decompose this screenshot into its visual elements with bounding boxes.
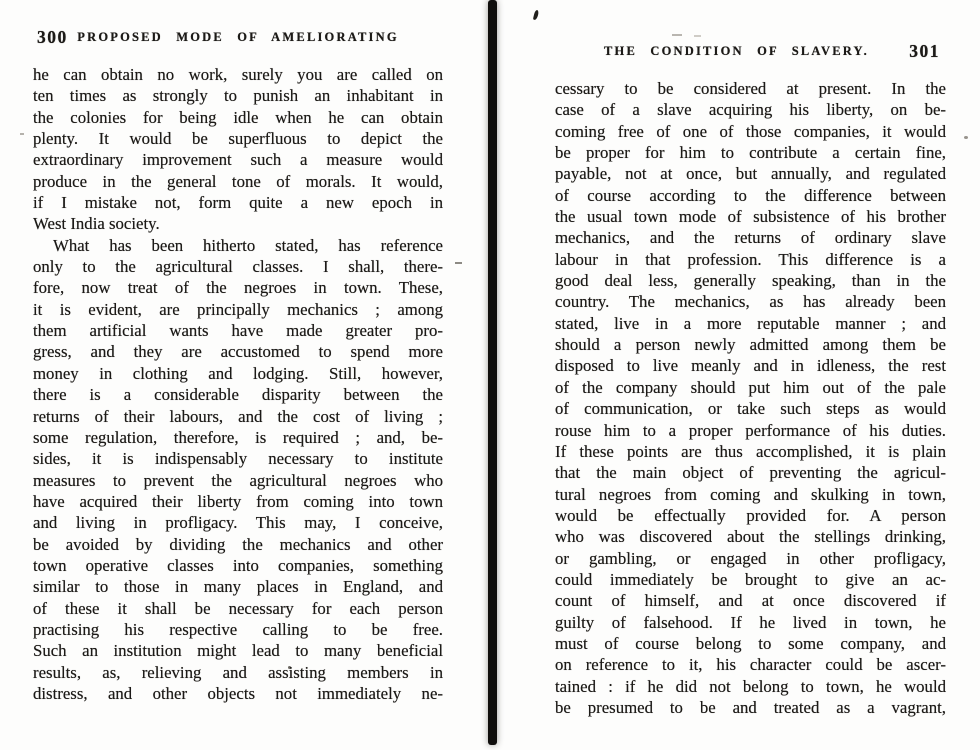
text-line: of the company should put him out of the pale bbox=[555, 377, 946, 397]
text-line: plenty. It would be superfluous to depict the bbox=[33, 129, 443, 149]
text-line: would be effectually provided for. A person bbox=[555, 505, 946, 525]
text-line: If these points are thus accomplished, it is plain bbox=[555, 441, 946, 461]
text-line: results, as, relieving and assisting members in bbox=[33, 662, 443, 682]
text-line: he can obtain no work, surely you are called on bbox=[33, 65, 443, 84]
text-line: disposed to live meanly and in idleness, the rest bbox=[555, 356, 946, 376]
text-line: town operative classes into companies, something bbox=[33, 555, 443, 575]
text-line: fore, now treat of the negroes in town. These, bbox=[33, 278, 443, 298]
text-line: if I mistake not, form quite a new epoch in bbox=[33, 193, 443, 213]
scan-speck bbox=[672, 34, 682, 36]
text-line: West India society. bbox=[33, 214, 160, 234]
text-line: or gambling, or engaged in other profligacy, bbox=[555, 548, 946, 568]
text-line: the usual town mode of subsistence of his brother bbox=[555, 207, 946, 227]
text-line: ten times as strongly to punish an inhabitant in bbox=[33, 86, 443, 106]
text-line: stated, live in a more reputable manner ; and bbox=[555, 313, 946, 333]
page-left-300 bbox=[33, 27, 443, 704]
text-line: have acquired their liberty from coming into town bbox=[33, 491, 443, 511]
scan-speck bbox=[964, 136, 968, 139]
text-line: be proper for him to contribute a certain fine, bbox=[555, 143, 946, 163]
text-line: should a person newly admitted among them be bbox=[555, 335, 946, 355]
text-line: of communication, or take such steps as would bbox=[555, 399, 946, 419]
text-line: and living in profligacy. This may, I conceive, bbox=[33, 513, 443, 533]
text-line: that the main object of preventing the agricul- bbox=[555, 463, 946, 483]
text-line: gress, and they are accustomed to spend more bbox=[33, 342, 443, 362]
text-line: cessary to be considered at present. In the bbox=[555, 79, 946, 98]
text-line: practising his respective calling to be free. bbox=[33, 619, 443, 639]
text-line: good deal less, generally speaking, than in the bbox=[555, 271, 946, 291]
page-body-text bbox=[555, 78, 946, 718]
text-line: could immediately be brought to give an ac- bbox=[555, 569, 946, 589]
text-line: some regulation, therefore, is required ; and, be- bbox=[33, 427, 443, 447]
text-line: tural negroes from coming and skulking in town, bbox=[555, 484, 946, 504]
text-line: be presumed to be and treated as a vagrant, bbox=[555, 697, 946, 717]
text-line: Such an institution might lead to many beneficial bbox=[33, 641, 443, 661]
text-line: it is evident, are principally mechanics ; among bbox=[33, 299, 443, 319]
text-line: there is a considerable disparity between the bbox=[33, 385, 443, 405]
text-line: count of himself, and at once discovered if bbox=[555, 591, 946, 611]
text-line: coming free of one of those companies, it would bbox=[555, 121, 946, 141]
text-line: money in clothing and lodging. Still, however, bbox=[33, 363, 443, 383]
running-title: PROPOSED MODE OF AMELIORATING bbox=[77, 30, 399, 44]
text-line: similar to those in many places in England, and bbox=[33, 577, 443, 597]
text-line: labour in that profession. This difference is a bbox=[555, 249, 946, 269]
text-line: rouse him to a proper performance of his duties. bbox=[555, 420, 946, 440]
page-header bbox=[555, 41, 946, 64]
text-line: tained : if he did not belong to town, he would bbox=[555, 676, 946, 696]
text-line: What has been hitherto stated, has reference bbox=[53, 235, 443, 255]
page-number: 301 bbox=[909, 41, 940, 61]
scan-speck bbox=[533, 10, 539, 21]
text-line: the colonies for being idle when he can obtain bbox=[33, 107, 443, 127]
text-line: must of course belong to some company, and bbox=[555, 633, 946, 653]
text-line: payable, not at once, but annually, and regulated bbox=[555, 164, 946, 184]
page-number: 300 bbox=[37, 27, 68, 47]
text-line: returns of their labours, and the cost of living ; bbox=[33, 406, 443, 426]
text-line: them artificial wants have made greater pro- bbox=[33, 321, 443, 341]
text-line: country. The mechanics, as has already been bbox=[555, 292, 946, 312]
text-line: extraordinary improvement such a measure would bbox=[33, 150, 443, 170]
text-line: measures to prevent the agricultural negroes who bbox=[33, 470, 443, 490]
book-gutter-fold bbox=[488, 0, 497, 745]
page-body-text bbox=[33, 64, 443, 704]
text-line: who was discovered about the stellings drinking, bbox=[555, 527, 946, 547]
text-line: case of a slave acquiring his liberty, on be- bbox=[555, 100, 946, 120]
text-line: on reference to it, his character could be ascer- bbox=[555, 655, 946, 675]
text-line: be avoided by dividing the mechanics and other bbox=[33, 534, 443, 554]
text-line: of course according to the difference between bbox=[555, 185, 946, 205]
running-title: THE CONDITION OF SLAVERY. bbox=[604, 44, 869, 58]
scan-speck bbox=[455, 262, 462, 264]
text-line: of these it shall be necessary for each person bbox=[33, 598, 443, 618]
page-header bbox=[33, 27, 443, 50]
scan-speck bbox=[694, 35, 701, 37]
scan-speck bbox=[20, 133, 24, 135]
text-line: guilty of falsehood. If he lived in town, he bbox=[555, 612, 946, 632]
text-line: sides, it is indispensably necessary to institute bbox=[33, 449, 443, 469]
text-line: only to the agricultural classes. I shall, there- bbox=[33, 257, 443, 277]
page-right-301 bbox=[555, 41, 946, 718]
text-line: produce in the general tone of morals. It would, bbox=[33, 171, 443, 191]
text-line: distress, and other objects not immediately ne- bbox=[33, 683, 443, 703]
text-line: mechanics, and the returns of ordinary slave bbox=[555, 228, 946, 248]
